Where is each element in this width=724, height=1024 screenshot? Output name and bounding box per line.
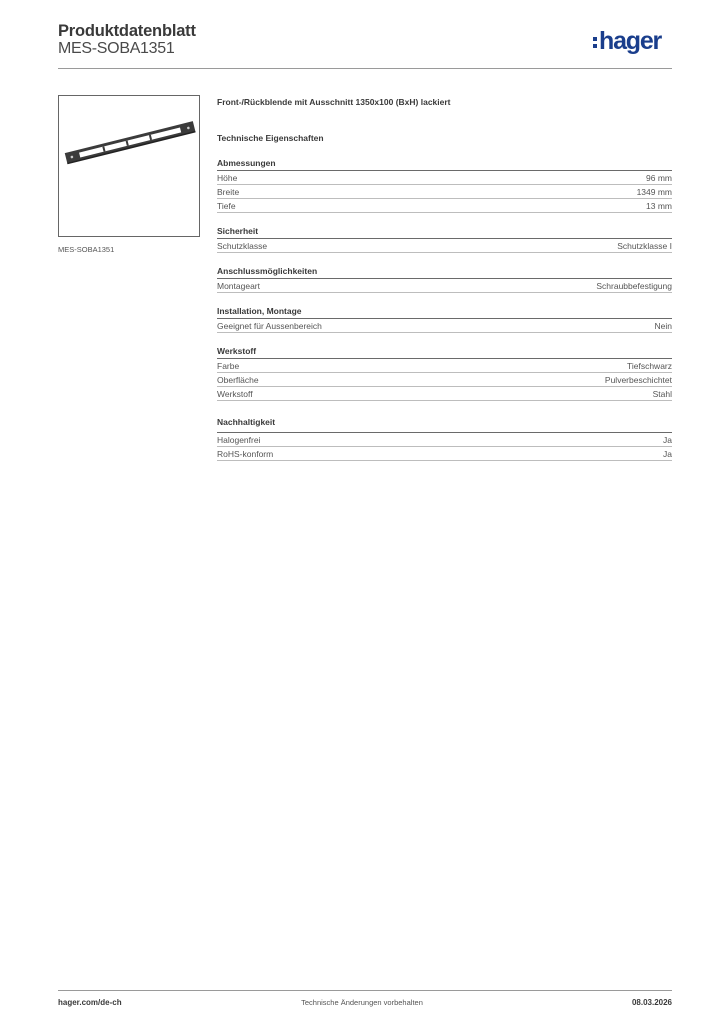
image-caption: MES-SOBA1351	[58, 245, 115, 254]
row-label: RoHS-konform	[217, 449, 274, 459]
row-value: Pulverbeschichtet	[604, 375, 672, 385]
footer-divider	[58, 990, 672, 991]
article-number: MES-SOBA1351	[58, 40, 175, 57]
row-label: Höhe	[217, 173, 238, 183]
row-label: Werkstoff	[217, 389, 253, 399]
section-title: Nachhaltigkeit	[217, 417, 672, 433]
row-label: Tiefe	[217, 201, 236, 211]
hager-logo	[593, 28, 661, 54]
row-label: Breite	[217, 187, 240, 197]
product-details	[217, 96, 672, 474]
table-row	[217, 171, 672, 185]
table-row	[217, 199, 672, 213]
row-value: 96 mm	[646, 173, 672, 183]
footer-website-link[interactable]: hager.com/de-ch	[58, 998, 122, 1007]
row-value: Tiefschwarz	[626, 361, 672, 371]
row-label: Halogenfrei	[217, 435, 261, 445]
footer-date: 08.03.2026	[631, 998, 672, 1007]
properties-title: Technische Eigenschaften	[217, 133, 324, 143]
section-title: Sicherheit	[217, 226, 672, 239]
table-row	[217, 279, 672, 293]
section-title: Installation, Montage	[217, 306, 672, 319]
table-row	[217, 373, 672, 387]
table-row	[217, 185, 672, 199]
product-description: Front-/Rückblende mit Ausschnitt 1350x100 (BxH) lackiert	[217, 97, 451, 107]
section-title: Abmessungen	[217, 158, 672, 171]
section-anschluss	[217, 266, 672, 293]
section-abmessungen	[217, 158, 672, 213]
section-title: Werkstoff	[217, 346, 672, 359]
row-label: Schutzklasse	[217, 241, 268, 251]
row-value: 1349 mm	[636, 187, 672, 197]
footer-notice: Technische Änderungen vorbehalten	[301, 998, 423, 1007]
section-sicherheit	[217, 226, 672, 253]
row-value: Schutzklasse I	[617, 241, 672, 251]
row-label: Geeignet für Aussenbereich	[217, 321, 322, 331]
row-label: Oberfläche	[217, 375, 259, 385]
page-title: Produktdatenblatt	[58, 22, 196, 40]
row-value: Stahl	[652, 389, 672, 399]
header-divider	[58, 68, 672, 69]
table-row	[217, 447, 672, 461]
row-value: Nein	[654, 321, 672, 331]
table-row	[217, 239, 672, 253]
table-row	[217, 319, 672, 333]
logo-text: hager	[599, 27, 662, 55]
section-installation	[217, 306, 672, 333]
section-title: Anschlussmöglichkeiten	[217, 266, 672, 279]
table-row	[217, 387, 672, 401]
section-nachhaltigkeit	[217, 417, 672, 461]
table-row	[217, 359, 672, 373]
logo-dots-icon	[593, 37, 597, 48]
row-label: Montageart	[217, 281, 260, 291]
product-image	[58, 95, 200, 237]
row-value: Schraubbefestigung	[596, 281, 672, 291]
row-value: 13 mm	[646, 201, 672, 211]
section-werkstoff	[217, 346, 672, 401]
row-label: Farbe	[217, 361, 240, 371]
row-value: Ja	[663, 435, 672, 445]
table-row	[217, 433, 672, 447]
product-frame-icon	[59, 96, 201, 238]
row-value: Ja	[663, 449, 672, 459]
